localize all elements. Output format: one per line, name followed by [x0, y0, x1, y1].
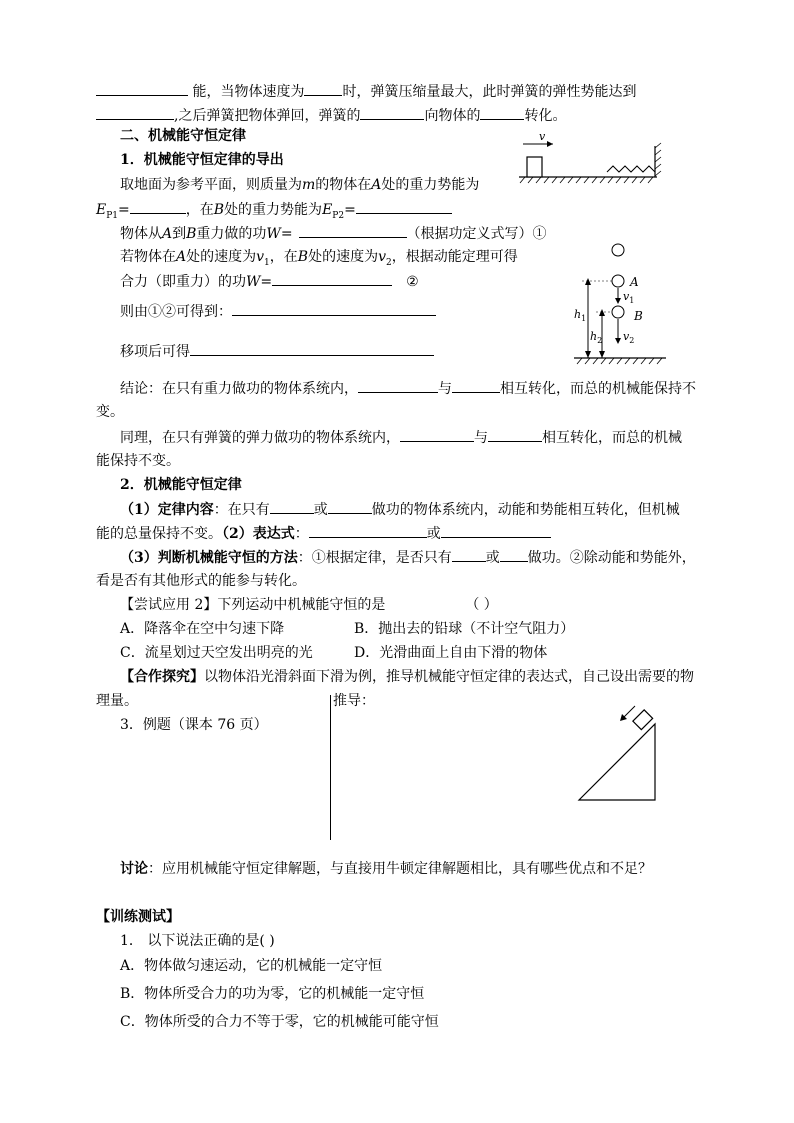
label-v2: $v_2$	[623, 330, 635, 345]
option-d: D．光滑曲面上自由下滑的物体	[354, 645, 548, 661]
fill-blank[interactable]	[356, 200, 452, 214]
fill-blank[interactable]	[130, 200, 186, 214]
fill-blank[interactable]	[304, 82, 342, 96]
text-line: 能的总量保持不变。（2）表达式： 或	[96, 524, 551, 543]
text-line: 【合作探究】以物体沿光滑斜面下滑为例，推导机械能守恒定律的表达式，自己设出需要的物	[120, 669, 694, 685]
text-line: 看是否有其他形式的能参与转化。	[96, 573, 306, 589]
text-line: 结论：在只有重力做功的物体系统内， 与 相互转化，而总的机械能保持不	[120, 381, 696, 397]
text-line: 移项后可得	[120, 342, 434, 361]
example-line: 3．例题（课本 76 页）	[120, 717, 268, 733]
text-line: 变。	[96, 404, 124, 420]
option-a: A．降落伞在空中匀速下降	[120, 621, 285, 637]
label-h2: $h_2$	[590, 330, 603, 345]
fill-blank[interactable]	[500, 548, 528, 562]
subsection-title: 1．机械能守恒定律的导出	[120, 152, 284, 168]
fill-blank[interactable]	[400, 428, 474, 442]
fill-blank[interactable]	[96, 82, 188, 96]
text-line: ,之后弹簧把物体弹回，弹簧的 向物体的 转化。	[96, 106, 566, 125]
option-a: A．物体做匀速运动，它的机械能一定守恒	[120, 958, 383, 974]
fill-blank[interactable]	[96, 106, 174, 120]
label-B: B	[634, 309, 643, 323]
derive-label: 推导：	[333, 693, 375, 709]
fill-blank[interactable]	[272, 272, 392, 286]
text-line: 理量。	[96, 693, 138, 709]
free-fall-diagram	[568, 238, 673, 368]
text-line: （3）判断机械能守恒的方法：①根据定律，是否只有 或 做功。②除动能和势能外，	[120, 550, 696, 566]
text-line: 若物体在A处的速度为$v_1$，在B处的速度为$v_2$，根据动能定理可得	[120, 249, 518, 268]
fill-blank[interactable]	[358, 379, 438, 393]
fill-blank[interactable]	[480, 106, 524, 120]
text-line: 同理，在只有弹簧的弹力做功的物体系统内， 与 相互转化，而总的机械	[120, 430, 682, 446]
fill-blank[interactable]	[452, 379, 500, 393]
fill-blank[interactable]	[309, 524, 427, 538]
text-line: 物体从A到B重力做的功W= （根据功定义式写）①	[120, 226, 547, 242]
fill-blank[interactable]	[441, 524, 551, 538]
question-1: 1． 以下说法正确的是( )	[120, 933, 275, 949]
discussion: 讨论：应用机械能守恒定律解题，与直接用牛顿定律解题相比，具有哪些优点和不足？	[120, 861, 652, 877]
text-line: 合力（即重力）的功W= ②	[120, 274, 419, 290]
option-b: B．抛出去的铅球（不计空气阻力）	[354, 621, 575, 637]
velocity-label: v	[539, 130, 546, 143]
option-c: C．物体所受的合力不等于零，它的机械能可能守恒	[120, 1014, 439, 1030]
fill-blank[interactable]	[488, 428, 542, 442]
option-b: B．物体所受合力的功为零，它的机械能一定守恒	[120, 986, 425, 1002]
text-line: 取地面为参考平面，则质量为m的物体在A处的重力势能为	[120, 177, 480, 193]
text-line: 能保持不变。	[96, 453, 180, 469]
text-line: 则由①②可得到：	[120, 302, 436, 321]
label-h1: $h_1$	[574, 308, 587, 323]
fill-blank[interactable]	[299, 224, 407, 238]
text-line: （1）定律内容：在只有 或 做功的物体系统内，动能和势能相互转化，但机械	[120, 502, 680, 518]
label-v1: $v_1$	[623, 290, 635, 305]
question-title: 【尝试应用 2】下列运动中机械能守恒的是 （ ）	[120, 597, 498, 613]
section-title: 二、机械能守恒定律	[120, 128, 246, 144]
fill-blank[interactable]	[328, 500, 372, 514]
label-A: A	[630, 275, 639, 289]
training-title: 【训练测试】	[96, 909, 180, 925]
fill-blank[interactable]	[360, 106, 424, 120]
subsection-title: 2．机械能守恒定律	[120, 477, 242, 493]
fill-blank[interactable]	[452, 548, 486, 562]
fill-blank[interactable]	[190, 342, 434, 356]
fill-blank[interactable]	[270, 500, 314, 514]
fill-blank[interactable]	[232, 302, 436, 316]
incline-diagram	[575, 702, 665, 804]
spring-block-diagram	[515, 128, 665, 184]
option-c: C．流星划过天空发出明亮的光	[120, 645, 313, 661]
text-line: $E_{P1}=$ ，在B处的重力势能为$E_{P2}=$	[96, 200, 452, 225]
divider-line	[330, 695, 331, 840]
text-line: 能，当物体速度为 时，弹簧压缩量最大，此时弹簧的弹性势能达到	[96, 82, 636, 101]
